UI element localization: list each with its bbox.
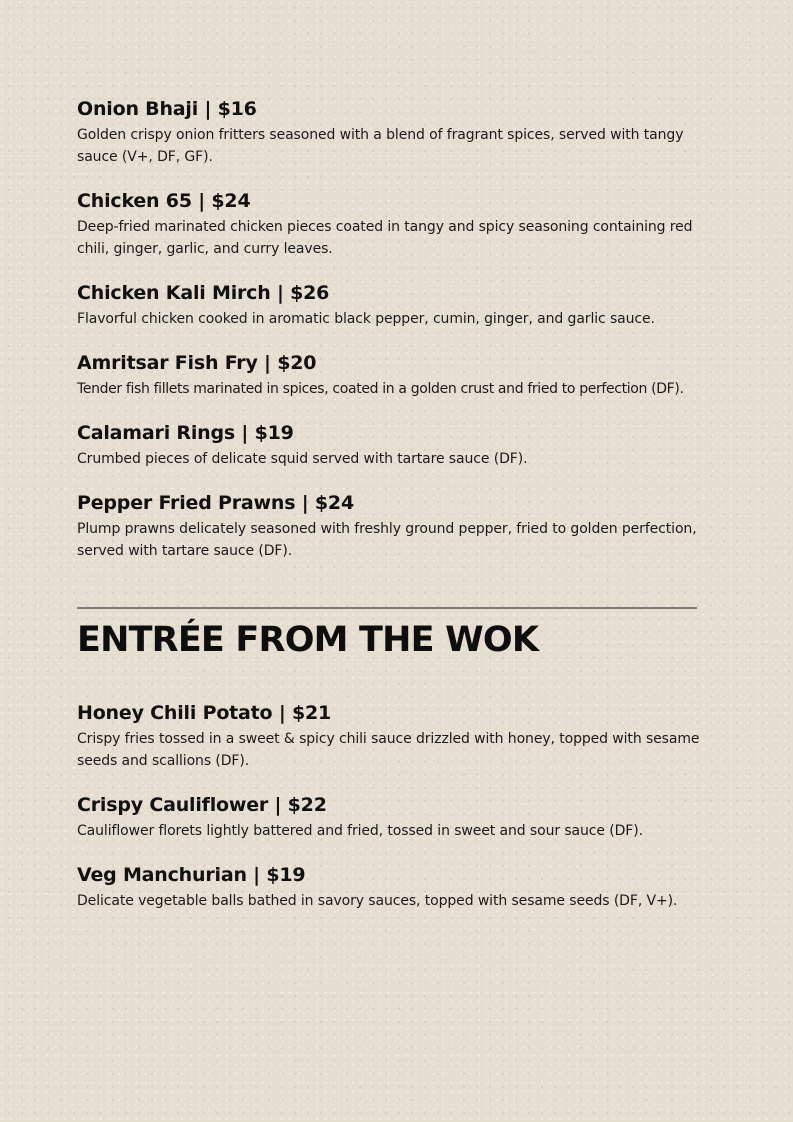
section-divider [77,607,697,609]
menu-item-description: Golden crispy onion fritters seasoned with a blend of fragrant spices, served with tangy sauce (V+, DF, GF). [77,127,684,165]
menu-item-description: Tender fish fillets marinated in spices, coated in a golden crust and fried to perfection (DF). [77,381,684,397]
section-heading: ENTRÉE FROM THE WOK [77,620,539,660]
menu-item-amritsar-fish-fry [77,351,702,400]
menu-item-title: Chicken 65 | $24 [77,190,251,212]
menu-item-title: Amritsar Fish Fry | $20 [77,352,317,374]
menu-item-title: Onion Bhaji | $16 [77,98,257,120]
menu-item-honey-chili-potato [77,701,702,772]
menu-item-title: Honey Chili Potato | $21 [77,702,332,724]
menu-item-description: Cauliflower florets lightly battered and fried, tossed in sweet and sour sauce (DF). [77,823,643,839]
menu-item-title: Pepper Fried Prawns | $24 [77,492,354,514]
menu-item-description: Crispy fries tossed in a sweet & spicy chili sauce drizzled with honey, topped with sesame seeds and scallions (DF). [77,731,700,769]
menu-item-crispy-cauliflower [77,793,702,842]
menu-item-description: Flavorful chicken cooked in aromatic black pepper, cumin, ginger, and garlic sauce. [77,311,655,327]
menu-item-onion-bhaji [77,97,702,168]
menu-item-title: Crispy Cauliflower | $22 [77,794,327,816]
menu-item-description: Plump prawns delicately seasoned with freshly ground pepper, fried to golden perfection, served with tartare sauce (DF). [77,521,697,559]
menu-item-pepper-fried-prawns [77,491,702,562]
menu-item-title: Chicken Kali Mirch | $26 [77,282,330,304]
menu-item-calamari-rings [77,421,702,470]
wok-section [77,701,702,912]
menu-item-description: Deep-fried marinated chicken pieces coated in tangy and spicy seasoning containing red chili, ginger, garlic, and curry leaves. [77,219,693,257]
menu-item-title: Veg Manchurian | $19 [77,864,306,886]
menu-item-chicken-kali-mirch [77,281,702,330]
menu-item-description: Delicate vegetable balls bathed in savory sauces, topped with sesame seeds (DF, V+). [77,893,678,909]
menu-item-title: Calamari Rings | $19 [77,422,294,444]
menu-item-chicken-65 [77,189,702,260]
menu-item-veg-manchurian [77,863,702,912]
starters-section [77,97,702,562]
menu-item-description: Crumbed pieces of delicate squid served with tartare sauce (DF). [77,451,528,467]
